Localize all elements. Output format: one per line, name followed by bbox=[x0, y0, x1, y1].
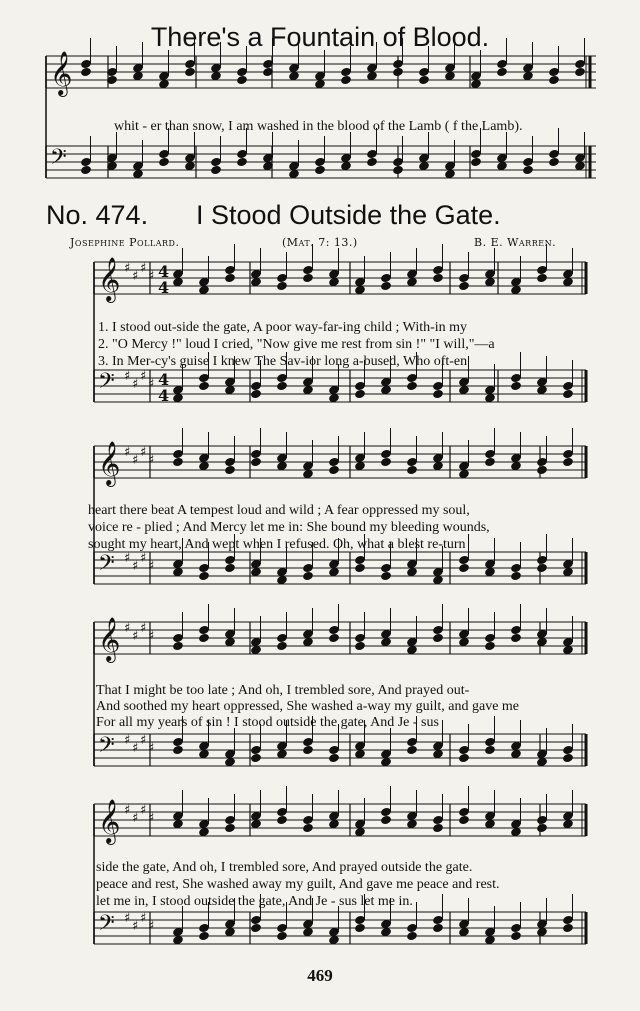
note-head bbox=[380, 571, 392, 582]
time-signature: 4 bbox=[158, 278, 170, 297]
sharp-icon: ♯ bbox=[132, 269, 139, 284]
note-head bbox=[484, 641, 496, 652]
note-head bbox=[380, 281, 392, 292]
hymn-title: I Stood Outside the Gate. bbox=[196, 200, 501, 230]
note-head bbox=[458, 753, 470, 764]
time-signature: 4 bbox=[158, 386, 170, 405]
sharp-icon: ♯ bbox=[140, 803, 147, 818]
clef-icon: 𝄞 bbox=[98, 617, 121, 661]
note-head bbox=[562, 923, 574, 934]
note-head bbox=[432, 389, 444, 400]
lyric-line: voice re - plied ; And Mercy let me in: She bound my bleeding wounds, bbox=[88, 520, 490, 535]
note-head bbox=[536, 465, 548, 476]
note-head bbox=[536, 823, 548, 834]
note-head bbox=[224, 465, 236, 476]
sharp-icon: ♯ bbox=[140, 911, 147, 926]
note-head bbox=[470, 157, 482, 168]
note-head bbox=[406, 381, 418, 392]
note-head bbox=[432, 273, 444, 284]
sharp-icon: ♯ bbox=[132, 377, 139, 392]
note-head bbox=[406, 465, 418, 476]
page-number: 469 bbox=[307, 966, 333, 985]
note-head bbox=[392, 67, 404, 78]
note-head bbox=[562, 457, 574, 468]
note-head bbox=[548, 75, 560, 86]
note-head bbox=[484, 457, 496, 468]
sharp-icon: ♯ bbox=[132, 453, 139, 468]
note-head bbox=[158, 157, 170, 168]
lyric-line: peace and rest, She washed away my guilt, And gave me peace and rest. bbox=[96, 877, 500, 892]
note-head bbox=[458, 815, 470, 826]
note-head bbox=[354, 389, 366, 400]
note-head bbox=[432, 923, 444, 934]
sharp-icon: ♯ bbox=[148, 811, 155, 826]
note-head bbox=[510, 571, 522, 582]
note-head bbox=[406, 931, 418, 942]
author-credit: Josephine Pollard. bbox=[70, 236, 180, 249]
sharp-icon: ♯ bbox=[124, 261, 131, 276]
note-head bbox=[562, 389, 574, 400]
lyric-line: sought my heart, And wept when I refused. Oh, what a blest re-turn bbox=[88, 537, 466, 552]
clef-icon: 𝄞 bbox=[98, 441, 121, 485]
lyric-line: 2. "O Mercy !" loud I cried, "Now give me rest from sin !" "I will,"—a bbox=[98, 337, 495, 352]
lyric-line: let me in, I stood outside the gate, And Je - sus let me in. bbox=[96, 894, 413, 909]
note-head bbox=[302, 571, 314, 582]
note-head bbox=[80, 165, 92, 176]
note-head bbox=[276, 281, 288, 292]
prev-hymn-lyric: whit - er than snow, I am washed in the blood of the Lamb ( f the Lamb). bbox=[114, 119, 523, 134]
note-head bbox=[340, 75, 352, 86]
sharp-icon: ♯ bbox=[124, 621, 131, 636]
scripture-reference: (Mat. 7: 13.) bbox=[282, 236, 358, 249]
prev-hymn-title: There's a Fountain of Blood. bbox=[150, 22, 490, 52]
clef-icon: 𝄢 bbox=[50, 145, 67, 175]
note-head bbox=[314, 165, 326, 176]
clef-icon: 𝄢 bbox=[98, 733, 115, 763]
note-head bbox=[496, 67, 508, 78]
note-head bbox=[458, 563, 470, 574]
note-head bbox=[522, 165, 534, 176]
sharp-icon: ♯ bbox=[148, 453, 155, 468]
sharp-icon: ♯ bbox=[148, 629, 155, 644]
note-head bbox=[536, 273, 548, 284]
note-head bbox=[406, 745, 418, 756]
lyric-line: For all my years of sin ! I stood outside the gate, And Je - sus bbox=[96, 715, 439, 730]
note-head bbox=[432, 823, 444, 834]
composer-credit: B. E. Warren. bbox=[474, 236, 557, 249]
clef-icon: 𝄞 bbox=[50, 51, 73, 95]
sharp-icon: ♯ bbox=[132, 919, 139, 934]
hymn-number: No. 474. bbox=[46, 200, 149, 230]
note-head bbox=[198, 931, 210, 942]
clef-icon: 𝄞 bbox=[98, 799, 121, 843]
sharp-icon: ♯ bbox=[140, 733, 147, 748]
sharp-icon: ♯ bbox=[148, 377, 155, 392]
note-head bbox=[250, 457, 262, 468]
sharp-icon: ♯ bbox=[148, 741, 155, 756]
note-head bbox=[418, 75, 430, 86]
note-head bbox=[366, 157, 378, 168]
sharp-icon: ♯ bbox=[124, 733, 131, 748]
sharp-icon: ♯ bbox=[132, 559, 139, 574]
sharp-icon: ♯ bbox=[148, 919, 155, 934]
sharp-icon: ♯ bbox=[124, 445, 131, 460]
note-head bbox=[510, 381, 522, 392]
note-head bbox=[276, 815, 288, 826]
sharp-icon: ♯ bbox=[148, 269, 155, 284]
note-head bbox=[392, 165, 404, 176]
note-head bbox=[328, 753, 340, 764]
note-head bbox=[224, 563, 236, 574]
note-head bbox=[276, 931, 288, 942]
note-head bbox=[198, 381, 210, 392]
note-head bbox=[380, 815, 392, 826]
note-head bbox=[224, 823, 236, 834]
note-head bbox=[536, 563, 548, 574]
note-head bbox=[328, 633, 340, 644]
note-head bbox=[432, 633, 444, 644]
note-head bbox=[354, 923, 366, 934]
sharp-icon: ♯ bbox=[140, 261, 147, 276]
note-head bbox=[250, 389, 262, 400]
note-head bbox=[276, 381, 288, 392]
note-head bbox=[236, 75, 248, 86]
sharp-icon: ♯ bbox=[124, 551, 131, 566]
lyric-line: 3. In Mer-cy's guise I knew The Sav-ior long a-bused, Who oft-en bbox=[98, 354, 468, 369]
note-head bbox=[574, 67, 586, 78]
note-head bbox=[198, 571, 210, 582]
lyric-line: heart there beat A tempest loud and wild ; A fear oppressed my soul, bbox=[88, 503, 470, 518]
note-head bbox=[302, 823, 314, 834]
time-signature: 4 bbox=[158, 370, 170, 389]
note-head bbox=[302, 745, 314, 756]
sharp-icon: ♯ bbox=[132, 629, 139, 644]
clef-icon: 𝄞 bbox=[98, 257, 121, 301]
sharp-icon: ♯ bbox=[132, 741, 139, 756]
sharp-icon: ♯ bbox=[124, 369, 131, 384]
note-head bbox=[354, 641, 366, 652]
sharp-icon: ♯ bbox=[148, 559, 155, 574]
note-head bbox=[354, 563, 366, 574]
note-head bbox=[250, 923, 262, 934]
note-head bbox=[562, 753, 574, 764]
note-head bbox=[80, 67, 92, 78]
clef-icon: 𝄢 bbox=[98, 551, 115, 581]
note-head bbox=[510, 633, 522, 644]
note-head bbox=[302, 273, 314, 284]
note-head bbox=[510, 931, 522, 942]
note-head bbox=[380, 457, 392, 468]
note-head bbox=[224, 273, 236, 284]
note-head bbox=[484, 745, 496, 756]
sharp-icon: ♯ bbox=[140, 621, 147, 636]
note-head bbox=[276, 641, 288, 652]
clef-icon: 𝄢 bbox=[98, 911, 115, 941]
clef-icon: 𝄢 bbox=[98, 369, 115, 399]
lyric-line: And soothed my heart oppressed, She washed a-way my guilt, and gave me bbox=[96, 699, 520, 714]
note-head bbox=[458, 281, 470, 292]
note-head bbox=[184, 67, 196, 78]
note-head bbox=[548, 157, 560, 168]
time-signature: 4 bbox=[158, 262, 170, 281]
lyric-line: That I might be too late ; And oh, I trembled sore, And prayed out- bbox=[96, 683, 470, 698]
lyric-line: 1. I stood out-side the gate, A poor way-far-ing child ; With-in my bbox=[98, 320, 468, 335]
note-head bbox=[198, 633, 210, 644]
sharp-icon: ♯ bbox=[140, 551, 147, 566]
sharp-icon: ♯ bbox=[124, 911, 131, 926]
sharp-icon: ♯ bbox=[140, 369, 147, 384]
note-head bbox=[172, 457, 184, 468]
note-head bbox=[328, 465, 340, 476]
note-head bbox=[236, 157, 248, 168]
note-head bbox=[172, 745, 184, 756]
sharp-icon: ♯ bbox=[124, 803, 131, 818]
note-head bbox=[210, 165, 222, 176]
note-head bbox=[172, 641, 184, 652]
sharp-icon: ♯ bbox=[132, 811, 139, 826]
note-head bbox=[250, 753, 262, 764]
sharp-icon: ♯ bbox=[140, 445, 147, 460]
lyric-line: side the gate, And oh, I trembled sore, And prayed outside the gate. bbox=[96, 860, 473, 875]
